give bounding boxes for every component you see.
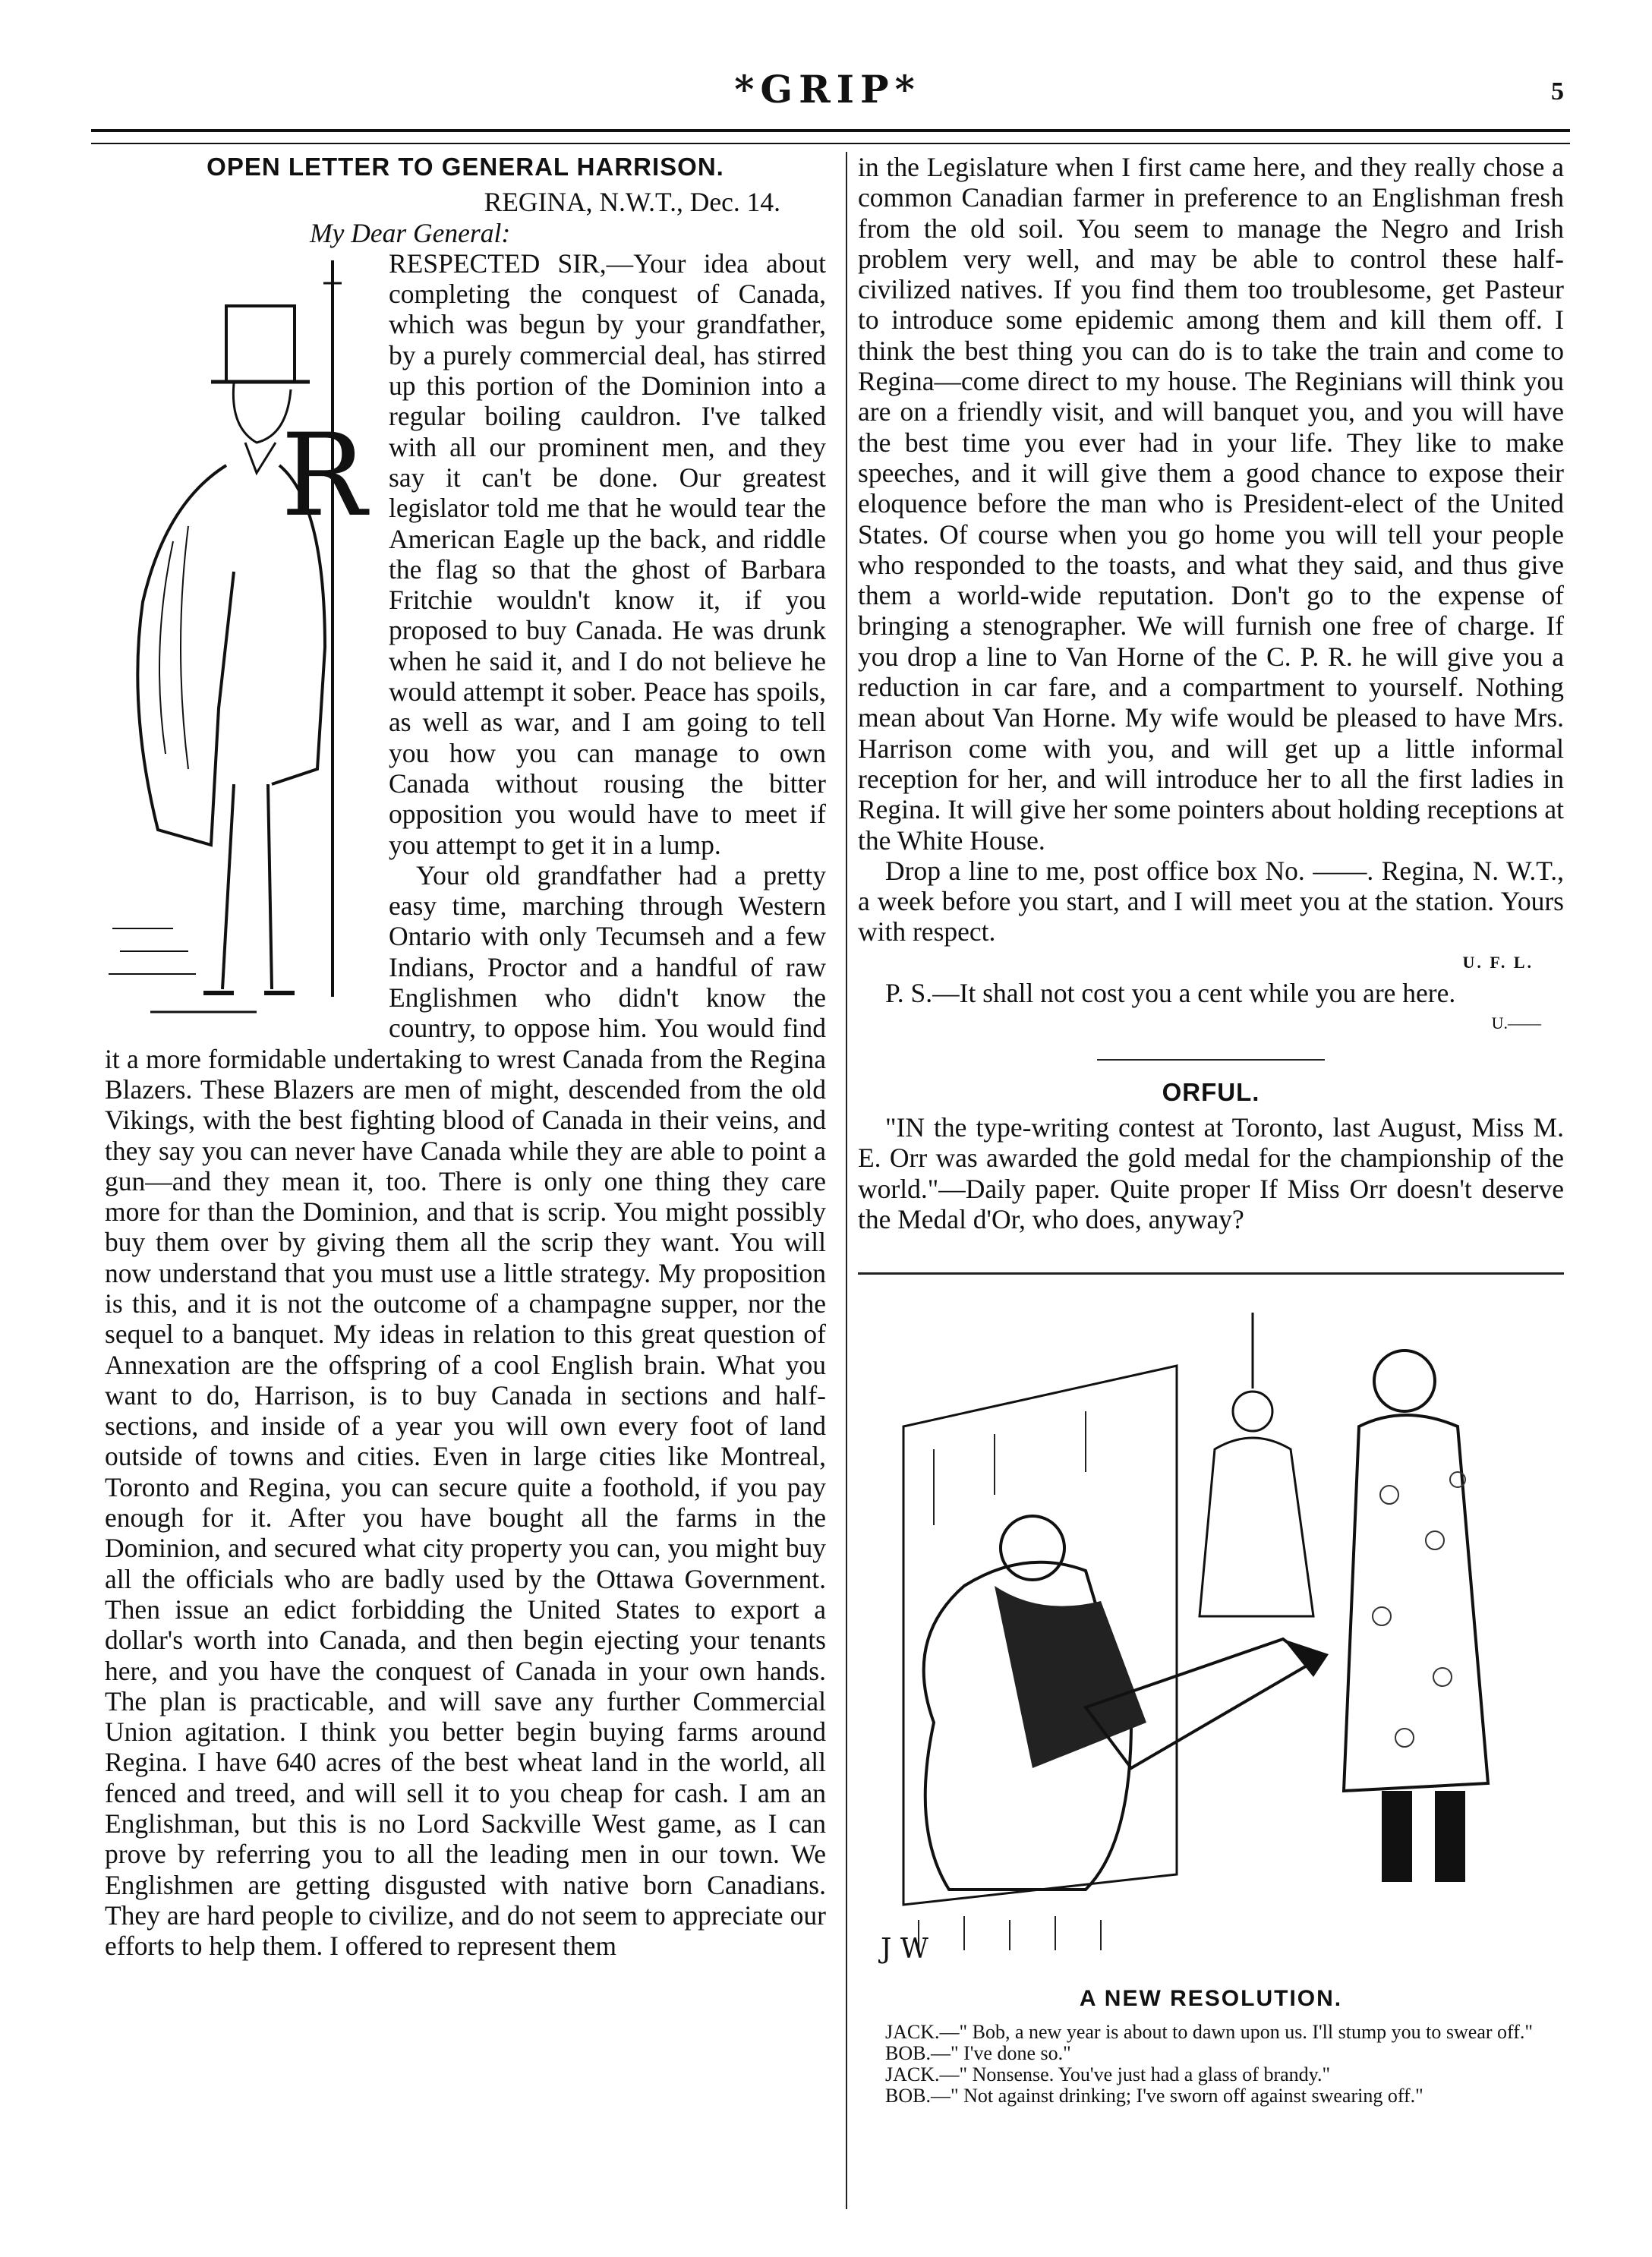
- cartoon-divider: [858, 1272, 1564, 1275]
- artist-mark: J W: [881, 1934, 928, 1965]
- standing-man-illustration: [105, 253, 378, 1042]
- cartoon-illustration: [858, 1297, 1564, 1973]
- orful-text: "IN the type-writing contest at Toronto, last August, Miss M. E. Orr was awarded the gold medal for the championship of the world."—Daily paper. Quite proper If Miss Orr doesn't deserve the Medal d'Or, who does, anyway?: [858, 1111, 1564, 1234]
- letter-postscript: P. S.—It shall not cost you a cent while you are here.: [885, 978, 1456, 1009]
- dialogue-line-4: BOB.—" Not against drinking; I've sworn off against swearing off.": [885, 2085, 1423, 2107]
- letter-paragraph-3: in the Legislature when I first came here, and they really chose a common Canadian farmer in preference to an Englishman fresh from the old soil. You seem to manage the Negro and Irish problem very well, and may be able to control these half-civilized natives. If you find them too troublesome, get Pasteur to introduce some epidemic among them and kill them off. I think the best thing you can do is to take the train and come to Regina—come direct to my house. The Reginians will think you are on a friendly visit, and will banquet you, and you will have the best time you ever had in your life. They like to make speeches, and it will give them a good chance to expose their eloquence before the man who is President-elect of the United States. Of course when you go home you will tell your people who responded to the toasts, and what they said, and thus give them a world-wide reputation. Don't go to the expense of bringing a stenographer. We will furnish one free of charge. If you drop a line to Van Horne of the C. P. R. he will give you a reduction in car fare, and a compartment to yourself. Nothing mean about Van Horne. My wife would be pleased to have Mrs. Harrison come with you, and will get up a little informal reception for her, and will introduce her to all the first ladies in Regina. It will give her some pointers about holding receptions at the White House.: [858, 152, 1564, 856]
- dialogue-line-1: JACK.—" Bob, a new year is about to dawn upon us. I'll stump you to swear off.": [885, 2021, 1533, 2044]
- letter-heading: OPEN LETTER TO GENERAL HARRISON.: [206, 153, 724, 181]
- masthead-rule: [91, 129, 1570, 144]
- cartoon-dialogue: [858, 2022, 1564, 2107]
- column-divider: [846, 152, 847, 2209]
- dialogue-line-3: JACK.—" Nonsense. You've just had a glass of brandy.": [885, 2063, 1331, 2086]
- section-divider: [1097, 1059, 1325, 1061]
- left-column: [105, 152, 826, 1962]
- page-number: 5: [1551, 77, 1564, 106]
- cartoon-caption: A NEW RESOLUTION.: [1079, 1986, 1343, 2012]
- letter-paragraph-2: Your old grandfather had a pretty easy time, marching through Western Ontario with only Tecumseh and a few Indians, Proctor and a handful of raw Englishmen who didn't know the country, to oppose him. You would find it a more formidable undertaking to wrest Canada from the Regina Blazers. These Blazers are men of might, descended from the old Vikings, with the best fighting blood of Canada in their veins, and they say you can never have Canada while they are able to point a gun—and they mean it, too. There is only one thing they care more for than the Dominion, and that is scrip. You might possibly buy them over by giving them all the scrip they want. You will now understand that you must use a little strategy. My proposition is this, and it is not the outcome of a champagne supper, nor the sequel to a banquet. My ideas in relation to this great question of Annexation are the offspring of a cool English brain. What you want to do, Harrison, is to buy Canada in sections and half-sections, and inside of a year you will own every foot of land outside of towns and cities. Even in large cities like Montreal, Toronto and Regina, you can secure quite a foothold, if you pay enough for it. After you have bought all the farms in the Dominion, and secured what city property you can, you might buy all the officials who are badly used by the Ottawa Government. Then issue an edict forbidding the United States to export a dollar's worth into Canada, and then begin ejecting your tenants here, and you have the conquest of Canada in your own hands. The plan is practicable, and will save any further Commercial Union agitation. I think you better begin buying farms around Regina. I have 640 acres of the best wheat land in the world, all fenced and treed, and will sell it to you cheap for cash. I am an Englishman, but this is no Lord Sackville West game, as I can prove by referring you to all the leading men in our town. We Englishmen are getting disgusted with native born Canadians. They are hard people to civilize, and do not seem to appreciate our efforts to help them. I offered to represent them: [105, 859, 826, 1962]
- letter-salutation: My Dear General:: [310, 217, 511, 248]
- letter-paragraph-4: Drop a line to me, post office box No. ——. Regina, N. W.T., a week before you start, and I will meet you at the station. Yours with respect.: [858, 855, 1564, 947]
- letter-dateline: REGINA, N.W.T., Dec. 14.: [484, 187, 780, 218]
- masthead-title: *GRIP*: [734, 67, 921, 112]
- svg-text:R: R: [281, 409, 367, 542]
- right-column: [858, 152, 1564, 2107]
- dialogue-line-2: BOB.—" I've done so.": [885, 2042, 1071, 2065]
- orful-heading: ORFUL.: [1162, 1077, 1260, 1106]
- letter-signature: U. F. L.: [1462, 952, 1534, 972]
- two-men-drawing: [858, 1297, 1564, 1973]
- standing-man-drawing: [105, 253, 378, 1042]
- postscript-signature: U.——: [1491, 1013, 1541, 1033]
- letter-paragraph-1: RESPECTED SIR,—Your idea about completing the conquest of Canada, which was begun by your grandfather, by a purely commercial deal, has stirred up this portion of the Dominion into a regular boiling cauldron. I've talked with all our prominent men, and they say it can't be done. Our greatest legislator told me that he would tear the American Eagle up the back, and riddle the flag so that the ghost of Barbara Fritchie wouldn't know it, if you proposed to buy Canada. He was drunk when he said it, and I do not believe he would attempt it sober. Peace has spoils, as well as war, and I am going to tell you how you can manage to own Canada without rousing the bitter opposition you would have to meet if you attempt to get it in a lump.: [389, 247, 826, 860]
- masthead: [91, 67, 1564, 128]
